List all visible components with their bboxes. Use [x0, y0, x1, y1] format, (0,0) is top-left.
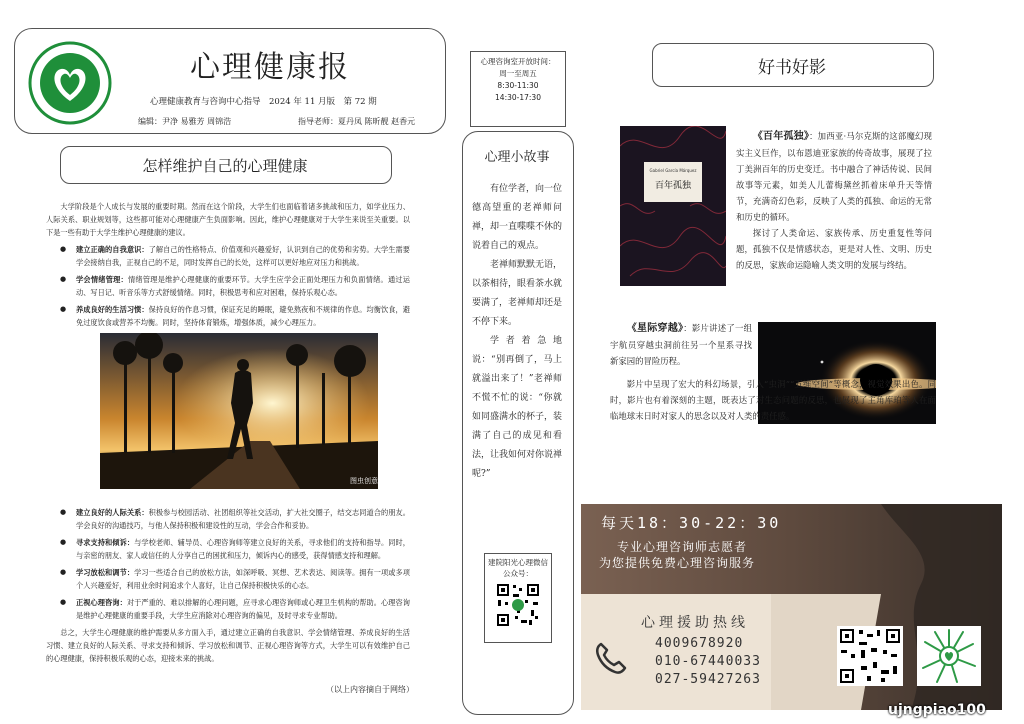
- hours-box: [470, 51, 566, 127]
- mini-program-code-icon[interactable]: [917, 626, 981, 686]
- book1-desc2: 探讨了人类命运、家族传承、历史重复性等问题，孤独不仅是情感状态，更是对人性、文明、历史的反思，家族命运隐喻人类文明的发展与终结。: [736, 228, 932, 270]
- masthead-advisors: 指导老师：夏丹凤 陈昕靓 赵香元: [298, 117, 416, 126]
- article-top: [46, 200, 410, 333]
- story-paragraph: 学者着急地说：“别再倒了，马上就溢出来了！”老禅师不慌不忙的说：“你就如同盛满水的杯子，装满了自己的成见和看法，让我如何对你说禅呢?”: [472, 336, 563, 479]
- wechat-label: 建院阳光心理微信公众号：: [488, 558, 548, 578]
- cover-title: 百年孤独: [654, 181, 692, 191]
- list-item: ● 寻求支持和倾诉：与学校老师、辅导员、心理咨询师等建立良好的关系，寻求他们的支持和指导。同时，与亲密的朋友、家人或信任的人分享自己的困扰和压力，倾诉内心的感受，获得情感支持和理解。: [60, 536, 410, 562]
- hours-slot-afternoon: 14:30-17:30: [495, 93, 541, 102]
- masthead-info: 心理健康教育与咨询中心指导 2024 年 11 月版 第 72 期: [150, 97, 377, 107]
- school-logo: [28, 41, 112, 125]
- list-item: ● 正视心理咨询：对于严重的、难以排解的心理问题，应寻求心理咨询师或心理卫生机构的帮助。心理咨询是维护心理健康的重要手段，大学生应消除对心理咨询的偏见，及时寻求专业帮助。: [60, 596, 410, 622]
- phone-icon: [593, 640, 629, 676]
- hours-slot-morning: 8:30-11:30: [497, 81, 539, 90]
- hours-days: 周一至周五: [499, 69, 537, 78]
- site-watermark: ujngpiao100: [888, 702, 986, 718]
- hotline-phone-1[interactable]: 4009678920: [655, 636, 744, 651]
- hours-label: 心理咨询室开放时间：: [480, 57, 556, 66]
- list-item: ● 建立良好的人际关系：积极参与校园活动、社团组织等社交活动，扩大社交圈子，结交志同道合的朋友。学会良好的沟通技巧，与他人保持积极和建设性的互动，学会合作和妥协。: [60, 506, 410, 532]
- article-source: （以上内容摘自于网络）: [326, 685, 414, 694]
- hotline-qr-code-icon[interactable]: [837, 626, 903, 686]
- masthead-title: 心理健康报: [190, 50, 350, 85]
- masthead-editors: 编辑：尹净 易雅芳 周锦浩: [138, 117, 232, 126]
- article-summary: 总之，大学生心理健康的维护需要从多方面入手，通过建立正确的自我意识、学会情绪管理、养成良好的生活习惯、建立良好的人际关系、寻求支持和倾诉、学习放松和调节、正视心理咨询等方式，大学生可以有效维护自己的心理健康，保持积极乐观的心态，迎接未来的挑战。: [46, 628, 410, 663]
- story-paragraph: 老禅师默默无语，以茶相待，眼看茶水就要满了，老禅师却还是不停下来。: [472, 260, 563, 327]
- qr-code-icon[interactable]: [495, 582, 541, 628]
- film-text: [610, 320, 752, 369]
- article-bottom: [46, 506, 410, 665]
- hotline-line1: 专业心理咨询师志愿者: [617, 540, 748, 554]
- book-cover: [620, 126, 726, 286]
- runner-photo: [100, 333, 378, 489]
- book1-text: [736, 128, 932, 273]
- hotline-banner: [581, 504, 1002, 710]
- film-desc2: 影片中呈现了宏大的科幻场景，引入“虫洞”“五维空间”等概念，视觉效果出色。同时，影片也有着深刻的主题，既表达了对生态问题的反思，也展现了主角库珀等人在面临地球末日时对家人的思念以及对人类的责任感。: [610, 379, 936, 421]
- hotline-line2: 为您提供免费心理咨询服务: [599, 556, 756, 570]
- hotline-phone-2[interactable]: 010-67440033: [655, 654, 761, 669]
- article-intro: 大学阶段是个人成长与发展的重要时期。然而在这个阶段，大学生们也面临着诸多挑战和压力，如学业压力、人际关系、职业规划等，这些都可能对心理健康产生负面影响。因此，维护心理健康对于大学生来说至关重要。以下是一些有助于大学生维护心理健康的建议。: [46, 202, 410, 237]
- heart-hands-logo-icon: [28, 41, 112, 125]
- hotline-label: 心理援助热线: [641, 615, 749, 631]
- wechat-box: [484, 553, 552, 643]
- film-desc: 《星际穿越》：影片讲述了一组宇航员穿越虫洞前往另一个星系寻找新家园的冒险历程。: [610, 323, 753, 366]
- story-title: 心理小故事: [484, 150, 550, 165]
- hotline-time: 每天18：30-22：30: [601, 514, 782, 532]
- list-item: ● 建立正确的自我意识：了解自己的性格特点、价值观和兴趣爱好，认识到自己的优势和劣势。大学生需要学会接纳自我，正视自己的不足，同时发挥自己的长处，这样可以更好地应对压力和挑战。: [60, 243, 410, 269]
- story-body: [472, 180, 562, 484]
- film-text-2: [610, 376, 936, 424]
- books-title: 好书好影: [758, 58, 826, 78]
- book1-desc: 《百年孤独》：加西亚·马尔克斯的这部魔幻现实主义巨作，以布恩迪亚家族的传奇故事，展现了拉丁美洲百年的历史变迁。书中融合了神话传说、民间故事等元素，如美人儿蕾梅黛丝抓着床单升天等情节，充满奇幻色彩，反映了人类的孤独、命运的无常和历史的循环。: [736, 131, 933, 222]
- list-item: ● 学会情绪管理：情绪管理是维护心理健康的重要环节。大学生应学会正面处理压力和负面情绪。通过运动、写日记、听音乐等方式舒缓情绪。同时，积极思考和应对困难，保持乐观心态。: [60, 273, 410, 299]
- photo-watermark: 图虫创意: [350, 477, 378, 485]
- list-item: ● 学习放松和调节：学习一些适合自己的放松方法，如深呼吸、冥想、艺术表达、阅读等。拥有一项或多项个人兴趣爱好，利用业余时间追求个人喜好，让自己保持积极快乐的心态。: [60, 566, 410, 592]
- cover-author: Gabriel García Márquez: [649, 168, 697, 173]
- hotline-phone-3[interactable]: 027-59427263: [655, 672, 761, 687]
- article-title: 怎样维护自己的心理健康: [142, 157, 308, 175]
- list-item: ● 养成良好的生活习惯：保持良好的作息习惯，保证充足的睡眠，避免熬夜和不规律的作息。均衡饮食，避免过度饮食或营养不均衡。同时，坚持体育锻炼，增强体质，减少心理压力。: [60, 303, 410, 329]
- story-paragraph: 有位学者，向一位德高望重的老禅师问禅，却一直喋喋不休的说着自己的观点。: [472, 184, 563, 251]
